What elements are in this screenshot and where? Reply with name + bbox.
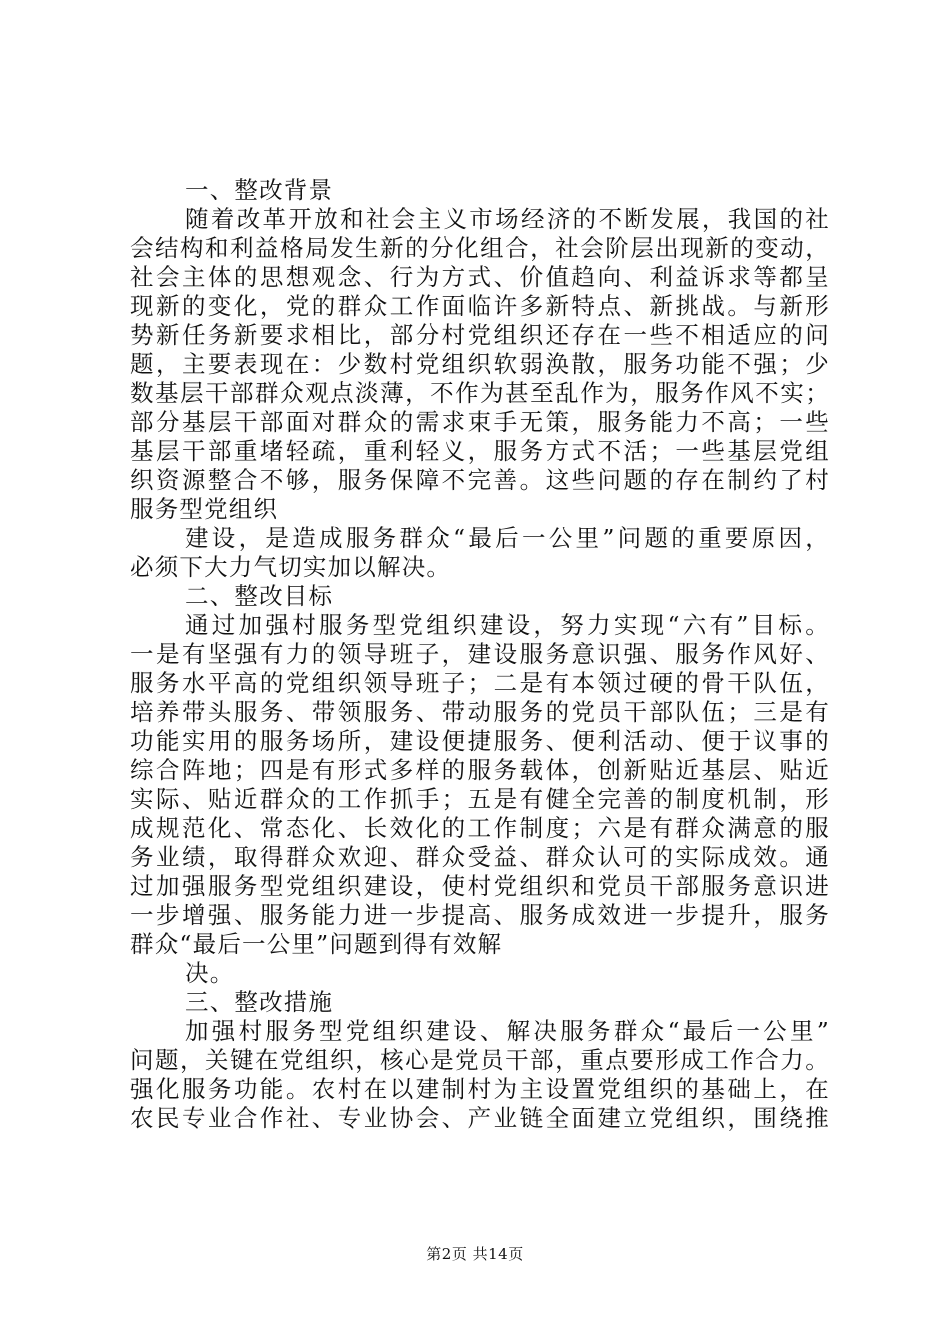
text-line: 通过加强村服务型党组织建设，努力实现“六有”目标。 [185,611,830,639]
text-line: 务业绩，取得群众欢迎、群众受益、群众认可的实际成效。通 [130,843,830,871]
text-line: 会结构和利益格局发生新的分化组合，社会阶层出现新的变动， [130,234,830,262]
text-line: 基层干部重堵轻疏，重利轻义，服务方式不活；一些基层党组 [130,437,830,465]
text-line: 服务型党组织 [130,495,279,523]
text-line: 成规范化、常态化、长效化的工作制度；六是有群众满意的服 [130,814,830,842]
text-line: 社会主体的思想观念、行为方式、价值趋向、利益诉求等都呈 [130,263,830,291]
text-line: 建设，是造成服务群众“最后一公里”问题的重要原因， [185,524,830,552]
text-line: 强化服务功能。农村在以建制村为主设置党组织的基础上，在 [130,1075,830,1103]
text-line: 织资源整合不够，服务保障不完善。这些问题的存在制约了村 [130,466,830,494]
document-body [130,176,830,1133]
text-line: 一、整改背景 [185,176,334,204]
text-line: 实际、贴近群众的工作抓手；五是有健全完善的制度机制，形 [130,785,830,813]
text-line: 二、整改目标 [185,582,334,610]
text-line: 综合阵地；四是有形式多样的服务载体，创新贴近基层、贴近 [130,756,830,784]
text-line: 势新任务新要求相比，部分村党组织还存在一些不相适应的问 [130,321,830,349]
text-line: 题，主要表现在：少数村党组织软弱涣散，服务功能不强；少 [130,350,830,378]
text-line: 过加强服务型党组织建设，使村党组织和党员干部服务意识进 [130,872,830,900]
text-line: 决。 [185,959,235,987]
text-line: 随着改革开放和社会主义市场经济的不断发展，我国的社 [185,205,830,233]
text-line: 一是有坚强有力的领导班子，建设服务意识强、服务作风好、 [130,640,830,668]
text-line: 农民专业合作社、专业协会、产业链全面建立党组织，围绕推 [130,1104,830,1132]
text-line: 功能实用的服务场所，建设便捷服务、便利活动、便于议事的 [130,727,830,755]
text-line: 加强村服务型党组织建设、解决服务群众“最后一公里” [185,1017,830,1045]
text-line: 服务水平高的党组织领导班子；二是有本领过硬的骨干队伍， [130,669,830,697]
page-number-footer: 第2页 共14页 [426,1245,524,1263]
text-line: 培养带头服务、带领服务、带动服务的党员干部队伍；三是有 [130,698,830,726]
text-line: 三、整改措施 [185,988,334,1016]
text-line: 部分基层干部面对群众的需求束手无策，服务能力不高；一些 [130,408,830,436]
text-line: 必须下大力气切实加以解决。 [130,553,452,581]
text-line: 一步增强、服务能力进一步提高、服务成效进一步提升，服务 [130,901,830,929]
text-line: 数基层干部群众观点淡薄，不作为甚至乱作为，服务作风不实； [130,379,830,407]
text-line: 群众“最后一公里”问题到得有效解 [130,930,503,958]
text-line: 问题，关键在党组织，核心是党员干部，重点要形成工作合力。 [130,1046,830,1074]
text-line: 现新的变化，党的群众工作面临许多新特点、新挑战。与新形 [130,292,830,320]
